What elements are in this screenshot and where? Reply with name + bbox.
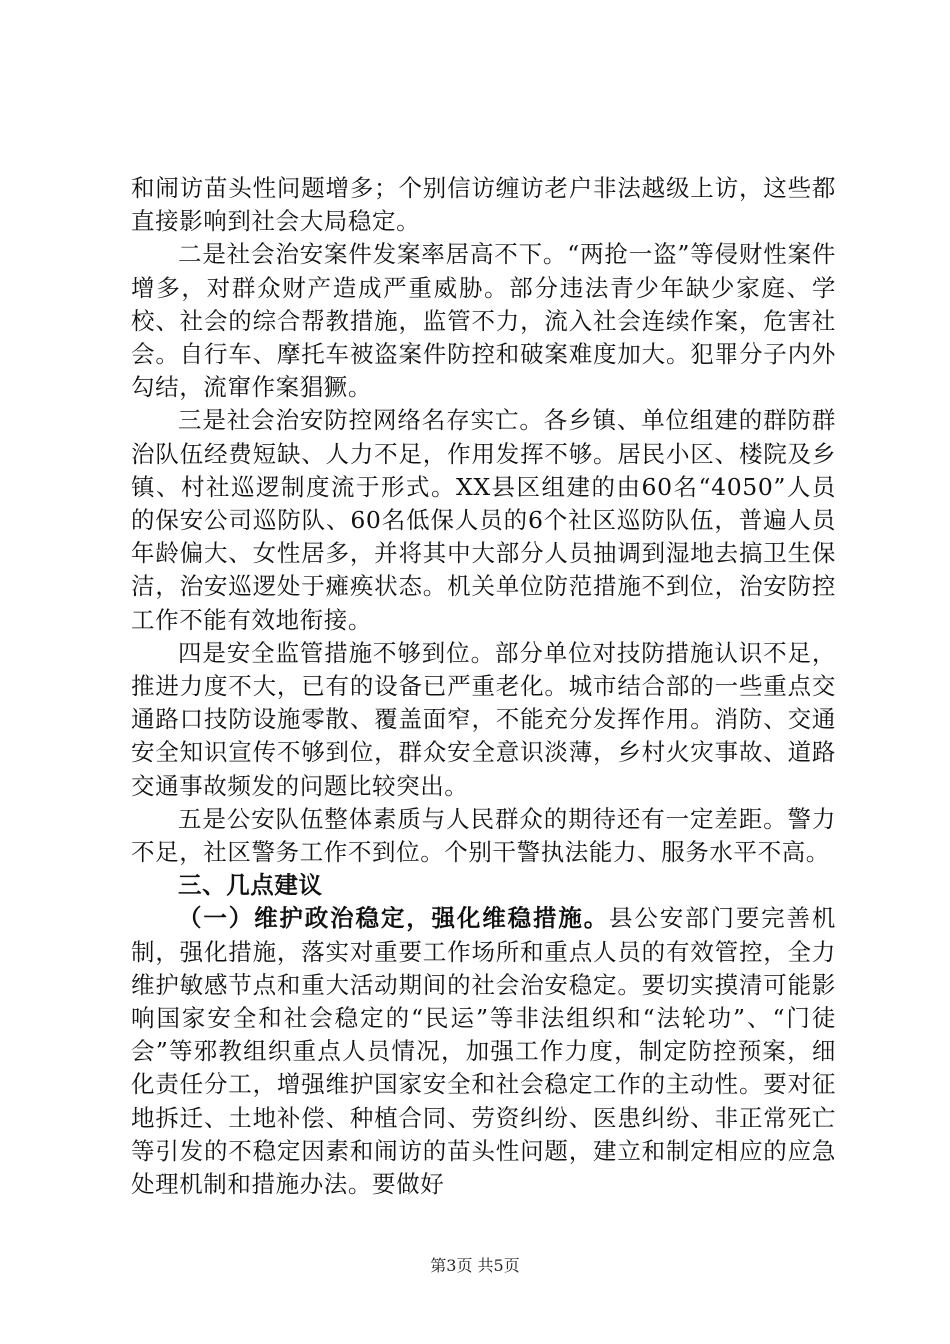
paragraph-point-five: 五是公安队伍整体素质与人民群众的期待还有一定差距。警力不足，社区警务工作不到位。个别干警执法能力、服务水平不高。: [131, 804, 836, 867]
paragraph-point-three: 三是社会治安防控网络名存实亡。各乡镇、单位组建的群防群治队伍经费短缺、人力不足，作用发挥不够。居民小区、楼院及乡镇、村社巡逻制度流于形式。XX县区组建的由60名“4050”人员的保安公司巡防队、60名低保人员的6个社区巡防队伍，普遍人员年龄偏大、女性居多，并将其中大部分人员抽调到湿地去搞卫生保洁，治安巡逻处于瘫痪状态。机关单位防范措施不到位，治安防控工作不能有效地衔接。: [131, 406, 836, 634]
paragraph-body: 县公安部门要完善机制，强化措施，落实对重要工作场所和重点人员的有效管控，全力维护敏感节点和重大活动期间的社会治安稳定。要切实摸清可能影响国家安全和社会稳定的“民运”等非法组织和“法轮功”、“门徒会”等邪教组织重点人员情况，加强工作力度，制定防控预案，细化责任分工，增强维护国家安全和社会稳定工作的主动性。要对征地拆迁、土地补偿、种植合同、劳资纠纷、医患纠纷、非正常死亡等引发的不稳定因素和闹访的苗头性问题，建立和制定相应的应急处理机制和措施办法。要做好: [131, 904, 836, 1199]
section-heading-suggestions: 三、几点建议: [178, 871, 323, 900]
paragraph-point-two: 二是社会治安案件发案率居高不下。“两抢一盗”等侵财性案件增多，对群众财产造成严重威胁。部分违法青少年缺少家庭、学校、社会的综合帮教措施，监管不力，流入社会连续作案，危害社会。自行车、摩托车被盗案件防控和破案难度加大。犯罪分子内外勾结，流窜作案猖獗。: [131, 240, 836, 402]
paragraph-point-four: 四是安全监管措施不够到位。部分单位对技防措施认识不足，推进力度不大，已有的设备已严重老化。城市结合部的一些重点交通路口技防设施零散、覆盖面窄，不能充分发挥作用。消防、交通安全知识宣传不够到位，群众安全意识淡薄，乡村火灾事故、道路交通事故频发的问题比较突出。: [131, 638, 836, 800]
page-number-footer: 第3页 共5页: [430, 1256, 520, 1275]
paragraph-suggestion-one: [131, 902, 836, 1201]
paragraph-lead-bold: （一）维护政治稳定，强化维稳措施。: [178, 904, 610, 933]
document-body: [131, 172, 836, 1201]
paragraph-continuation: 和闹访苗头性问题增多；个别信访缠访老户非法越级上访，这些都直接影响到社会大局稳定。: [131, 174, 836, 236]
